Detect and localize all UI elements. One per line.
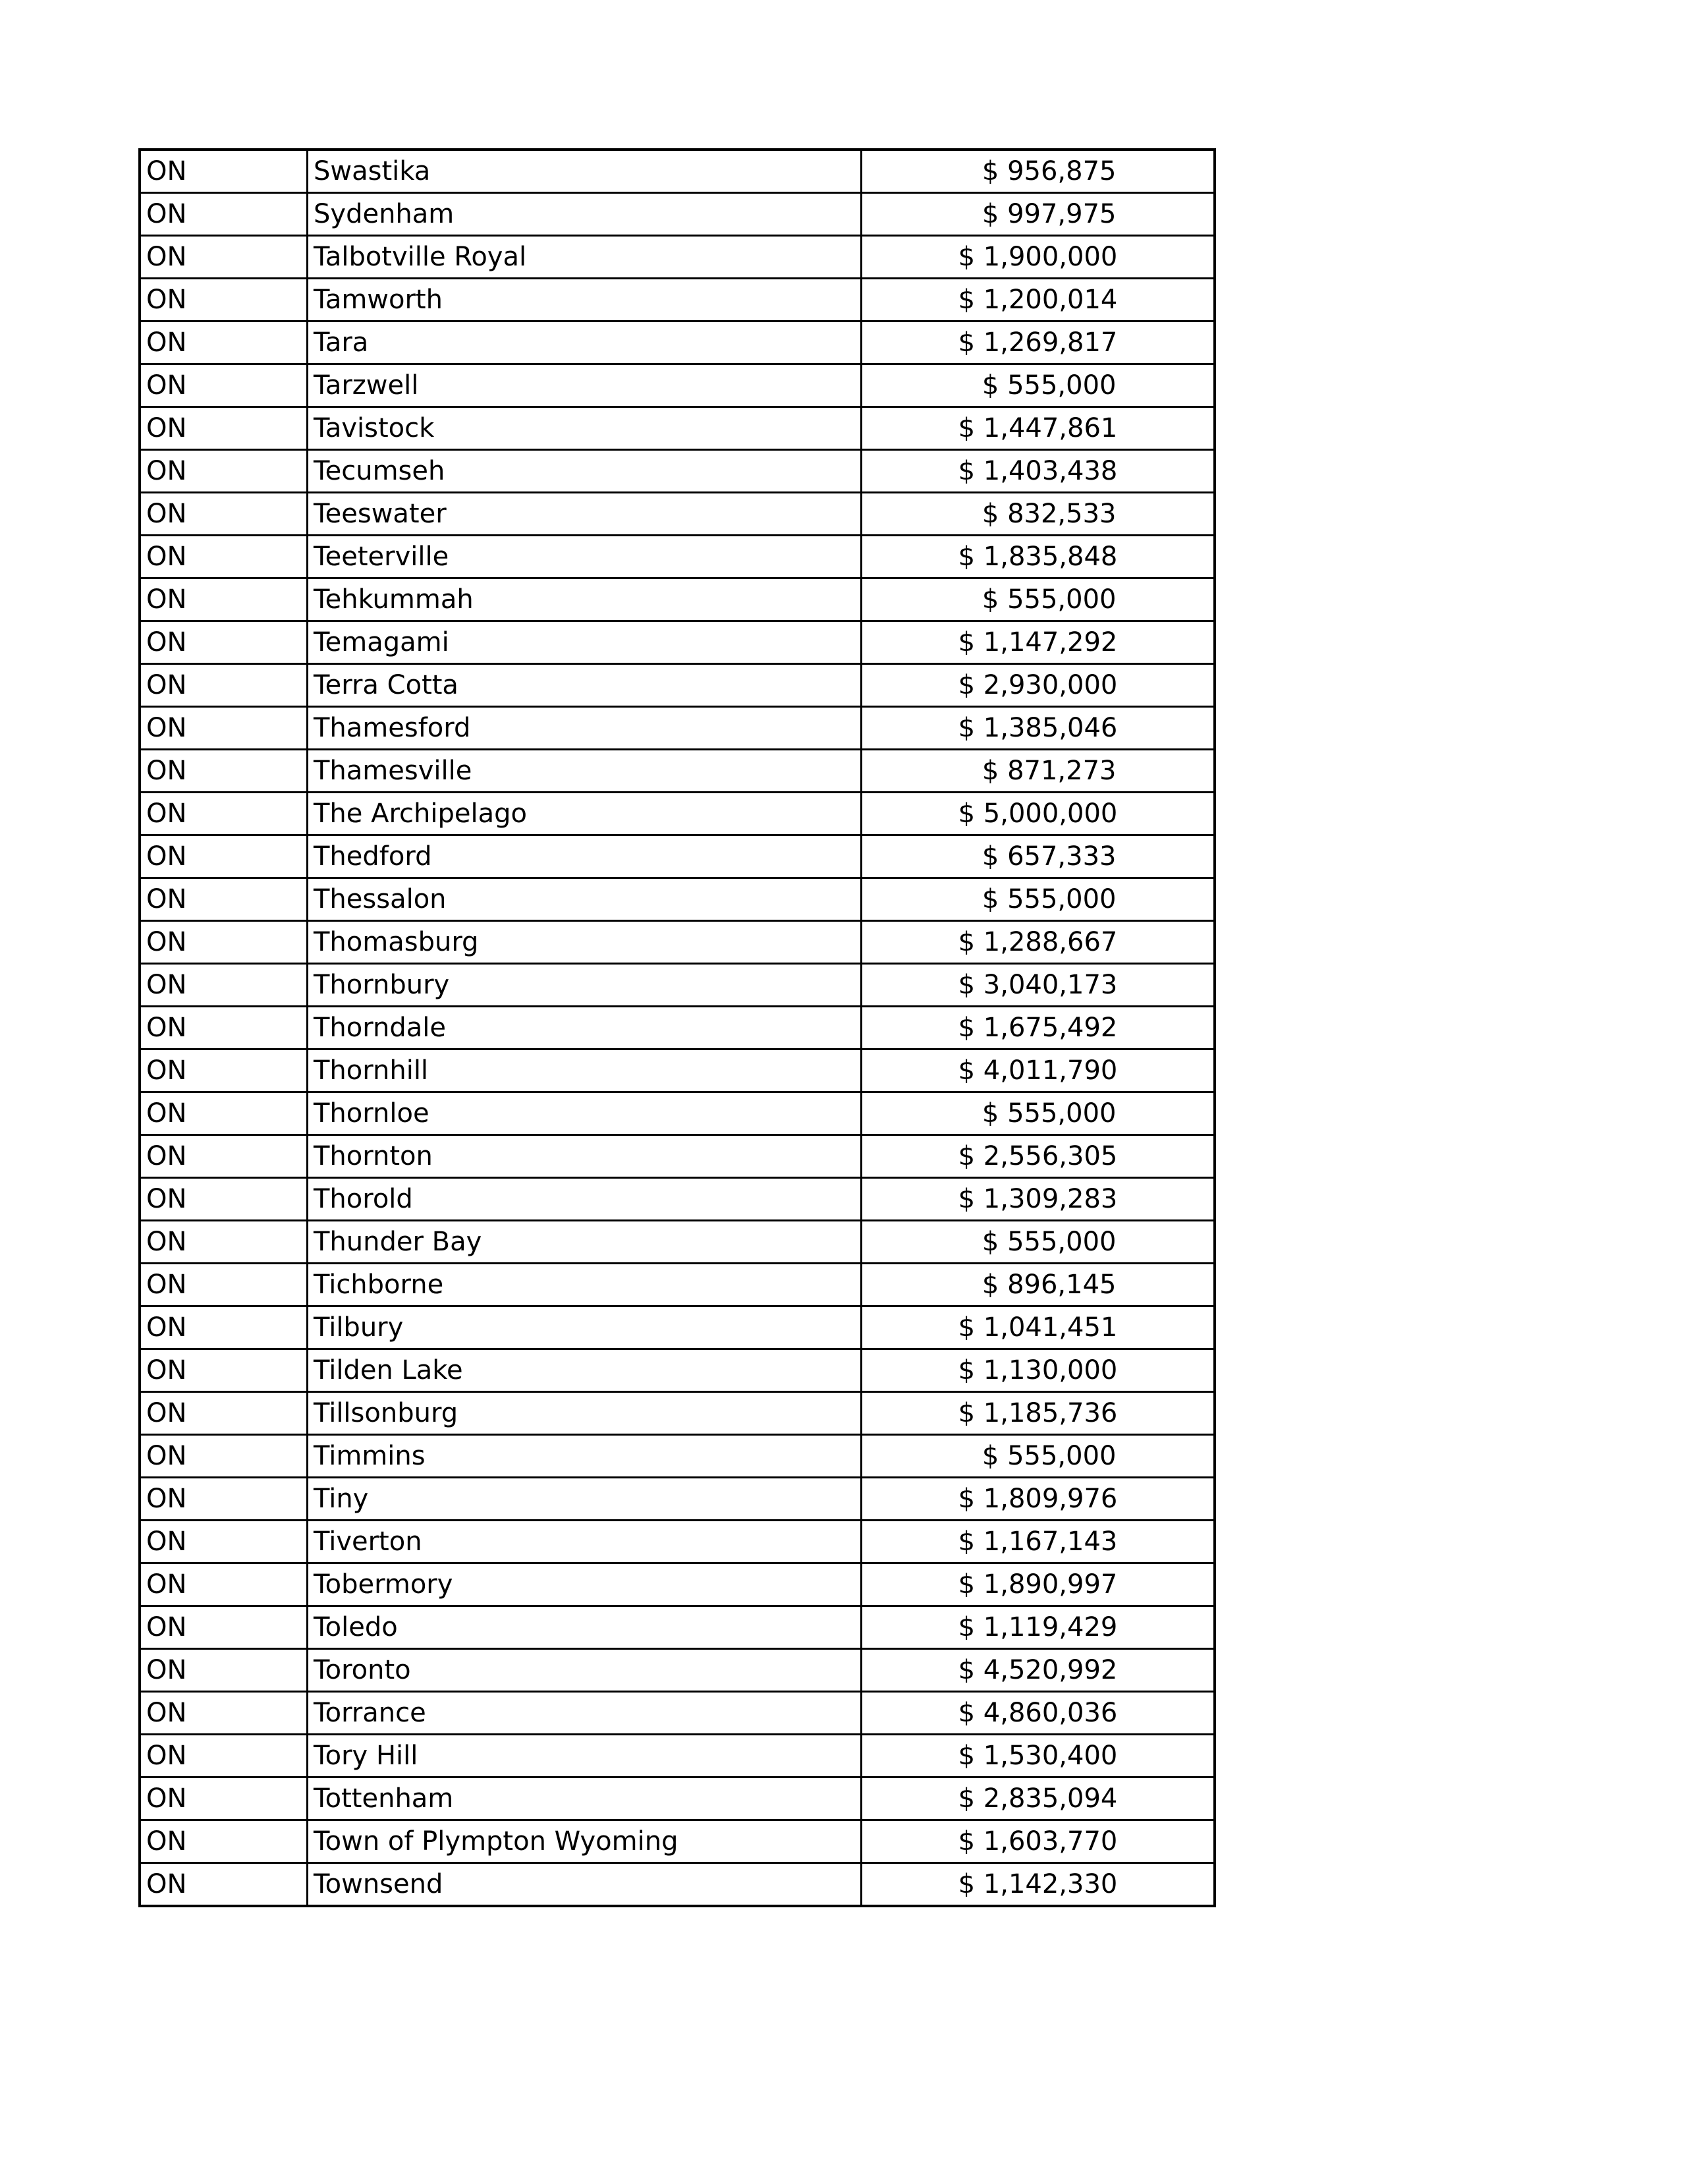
amount-cell	[862, 1521, 1215, 1563]
amount-cell	[862, 1007, 1215, 1050]
town-cell: Tory Hill	[308, 1735, 862, 1778]
amount-wrapper	[862, 1136, 1213, 1177]
amount-value: $ 1,041,451	[958, 1312, 1118, 1343]
province-cell: ON	[140, 1264, 308, 1306]
province-cell: ON	[140, 407, 308, 450]
amount-cell	[862, 1349, 1215, 1392]
province-cell: ON	[140, 322, 308, 364]
amount-wrapper	[862, 451, 1213, 491]
amount-wrapper	[862, 194, 1213, 235]
table-row	[140, 1521, 1215, 1563]
town-cell: Tillsonburg	[308, 1392, 862, 1435]
amount-wrapper	[862, 1436, 1213, 1476]
province-cell: ON	[140, 493, 308, 536]
province-cell: ON	[140, 1349, 308, 1392]
province-cell: ON	[140, 1478, 308, 1521]
amount-cell	[862, 1778, 1215, 1820]
table-row	[140, 964, 1215, 1007]
amount-wrapper	[862, 1393, 1213, 1434]
amount-cell	[862, 1478, 1215, 1521]
town-cell: Tavistock	[308, 407, 862, 450]
amount-cell	[862, 193, 1215, 236]
amount-wrapper	[862, 279, 1213, 320]
amount-value: $ 555,000	[982, 1098, 1117, 1129]
province-cell: ON	[140, 793, 308, 835]
amount-cell	[862, 707, 1215, 750]
town-cell: Terra Cotta	[308, 664, 862, 707]
amount-cell	[862, 1221, 1215, 1264]
table-row	[140, 1649, 1215, 1692]
amount-wrapper	[862, 1735, 1213, 1776]
table-row	[140, 1863, 1215, 1907]
province-cell: ON	[140, 835, 308, 878]
province-cell: ON	[140, 1050, 308, 1092]
amount-value: $ 4,520,992	[958, 1655, 1118, 1685]
amount-cell	[862, 1820, 1215, 1863]
amount-wrapper	[862, 1264, 1213, 1305]
town-cell: Thedford	[308, 835, 862, 878]
province-cell: ON	[140, 150, 308, 193]
amount-cell	[862, 878, 1215, 921]
amount-wrapper	[862, 408, 1213, 449]
town-cell: Thornhill	[308, 1050, 862, 1092]
amount-wrapper	[862, 1050, 1213, 1091]
amount-value: $ 1,603,770	[958, 1826, 1118, 1857]
amount-cell	[862, 322, 1215, 364]
amount-cell	[862, 835, 1215, 878]
province-cell: ON	[140, 750, 308, 793]
amount-value: $ 997,975	[982, 199, 1117, 229]
amount-value: $ 1,142,330	[958, 1869, 1118, 1899]
town-cell: Thunder Bay	[308, 1221, 862, 1264]
province-cell: ON	[140, 1392, 308, 1435]
amount-cell	[862, 1092, 1215, 1135]
province-cell: ON	[140, 878, 308, 921]
amount-value: $ 555,000	[982, 584, 1117, 615]
amount-cell	[862, 364, 1215, 407]
province-cell: ON	[140, 1007, 308, 1050]
amount-cell	[862, 750, 1215, 793]
town-cell: Tilbury	[308, 1306, 862, 1349]
amount-value: $ 896,145	[982, 1270, 1117, 1300]
amount-wrapper	[862, 1307, 1213, 1348]
province-cell: ON	[140, 450, 308, 493]
town-cell: Tobermory	[308, 1563, 862, 1606]
town-cell: Thornbury	[308, 964, 862, 1007]
town-cell: Sydenham	[308, 193, 862, 236]
town-cell: Teeswater	[308, 493, 862, 536]
province-cell: ON	[140, 364, 308, 407]
amount-value: $ 5,000,000	[958, 798, 1118, 829]
amount-wrapper	[862, 1478, 1213, 1519]
province-cell: ON	[140, 193, 308, 236]
town-cell: Timmins	[308, 1435, 862, 1478]
table-body	[140, 150, 1215, 1906]
amount-wrapper	[862, 1179, 1213, 1219]
amount-value: $ 1,167,143	[958, 1526, 1118, 1557]
table-row	[140, 150, 1215, 193]
table-row	[140, 1692, 1215, 1735]
table-row	[140, 1178, 1215, 1221]
town-cell: Temagami	[308, 621, 862, 664]
table-row	[140, 1135, 1215, 1178]
town-cell: Tilden Lake	[308, 1349, 862, 1392]
table-row	[140, 1435, 1215, 1478]
province-cell: ON	[140, 664, 308, 707]
province-cell: ON	[140, 1221, 308, 1264]
amount-cell	[862, 621, 1215, 664]
amount-wrapper	[862, 879, 1213, 920]
province-cell: ON	[140, 1820, 308, 1863]
amount-cell	[862, 1735, 1215, 1778]
town-cell: Thamesford	[308, 707, 862, 750]
table-row	[140, 536, 1215, 578]
amount-cell	[862, 578, 1215, 621]
table-row	[140, 793, 1215, 835]
amount-cell	[862, 1649, 1215, 1692]
amount-wrapper	[862, 922, 1213, 963]
amount-value: $ 1,288,667	[958, 927, 1118, 957]
amount-wrapper	[862, 1221, 1213, 1262]
amount-value: $ 1,269,817	[958, 327, 1118, 358]
province-cell: ON	[140, 536, 308, 578]
amount-cell	[862, 1178, 1215, 1221]
table-row	[140, 493, 1215, 536]
amount-value: $ 871,273	[982, 756, 1117, 786]
table-row	[140, 1264, 1215, 1306]
table-row	[140, 1392, 1215, 1435]
town-cell: Thomasburg	[308, 921, 862, 964]
town-cell: Talbotville Royal	[308, 236, 862, 279]
town-cell: Tara	[308, 322, 862, 364]
table-row	[140, 364, 1215, 407]
amount-cell	[862, 536, 1215, 578]
table-row	[140, 1820, 1215, 1863]
table-row	[140, 450, 1215, 493]
table-row	[140, 236, 1215, 279]
province-cell: ON	[140, 236, 308, 279]
town-cell: Torrance	[308, 1692, 862, 1735]
province-cell: ON	[140, 964, 308, 1007]
amount-wrapper	[862, 1564, 1213, 1605]
amount-wrapper	[862, 1350, 1213, 1391]
table-row	[140, 1050, 1215, 1092]
town-cell: Toronto	[308, 1649, 862, 1692]
table-row	[140, 322, 1215, 364]
amount-wrapper	[862, 1093, 1213, 1134]
amount-cell	[862, 450, 1215, 493]
amount-value: $ 1,147,292	[958, 627, 1118, 658]
amount-cell	[862, 236, 1215, 279]
town-cell: Thorold	[308, 1178, 862, 1221]
table-row	[140, 407, 1215, 450]
province-cell: ON	[140, 1649, 308, 1692]
town-cell: Toledo	[308, 1606, 862, 1649]
amount-wrapper	[862, 1607, 1213, 1648]
town-cell: Town of Plympton Wyoming	[308, 1820, 862, 1863]
amount-value: $ 1,900,000	[958, 242, 1118, 272]
province-cell: ON	[140, 1863, 308, 1907]
town-cell: Tichborne	[308, 1264, 862, 1306]
amount-value: $ 2,835,094	[958, 1783, 1118, 1814]
amount-wrapper	[862, 493, 1213, 534]
amount-wrapper	[862, 793, 1213, 834]
amount-cell	[862, 407, 1215, 450]
province-cell: ON	[140, 1178, 308, 1221]
province-cell: ON	[140, 1092, 308, 1135]
table-row	[140, 1778, 1215, 1820]
town-cell: Tiny	[308, 1478, 862, 1521]
amount-value: $ 1,119,429	[958, 1612, 1118, 1642]
table-row	[140, 750, 1215, 793]
table-row	[140, 707, 1215, 750]
amount-cell	[862, 1392, 1215, 1435]
amount-wrapper	[862, 1693, 1213, 1733]
town-cell: Thornloe	[308, 1092, 862, 1135]
table-row	[140, 1306, 1215, 1349]
province-cell: ON	[140, 1606, 308, 1649]
table-row	[140, 621, 1215, 664]
table-row	[140, 1606, 1215, 1649]
town-cell: Teeterville	[308, 536, 862, 578]
province-cell: ON	[140, 1306, 308, 1349]
province-cell: ON	[140, 1521, 308, 1563]
town-cell: Tiverton	[308, 1521, 862, 1563]
amount-wrapper	[862, 1821, 1213, 1862]
table-row	[140, 1563, 1215, 1606]
amount-value: $ 555,000	[982, 1227, 1117, 1257]
amount-cell	[862, 1563, 1215, 1606]
amount-value: $ 2,930,000	[958, 670, 1118, 700]
table-row	[140, 664, 1215, 707]
amount-wrapper	[862, 579, 1213, 620]
amount-wrapper	[862, 151, 1213, 192]
town-cell: Thorndale	[308, 1007, 862, 1050]
amount-wrapper	[862, 750, 1213, 791]
province-cell: ON	[140, 921, 308, 964]
amount-value: $ 832,533	[982, 499, 1117, 529]
table-row	[140, 1092, 1215, 1135]
town-cell: Thornton	[308, 1135, 862, 1178]
amount-cell	[862, 279, 1215, 322]
town-cell: Tottenham	[308, 1778, 862, 1820]
amount-value: $ 555,000	[982, 370, 1117, 401]
table-row	[140, 878, 1215, 921]
amount-value: $ 1,200,014	[958, 285, 1118, 315]
amount-value: $ 1,385,046	[958, 713, 1118, 743]
amount-wrapper	[862, 1778, 1213, 1819]
amount-value: $ 555,000	[982, 1441, 1117, 1471]
amount-value: $ 956,875	[982, 156, 1117, 186]
town-cell: Tehkummah	[308, 578, 862, 621]
province-cell: ON	[140, 1692, 308, 1735]
amount-value: $ 1,809,976	[958, 1484, 1118, 1514]
table-row	[140, 279, 1215, 322]
amount-cell	[862, 493, 1215, 536]
town-cell: Thamesville	[308, 750, 862, 793]
town-cell: The Archipelago	[308, 793, 862, 835]
table-row	[140, 1349, 1215, 1392]
amount-cell	[862, 1050, 1215, 1092]
table-row	[140, 921, 1215, 964]
amount-cell	[862, 1264, 1215, 1306]
amount-cell	[862, 1692, 1215, 1735]
amount-value: $ 4,011,790	[958, 1055, 1118, 1086]
town-cell: Tamworth	[308, 279, 862, 322]
town-cell: Thessalon	[308, 878, 862, 921]
amount-value: $ 1,447,861	[958, 413, 1118, 443]
amount-value: $ 1,130,000	[958, 1355, 1118, 1386]
amount-value: $ 1,835,848	[958, 542, 1118, 572]
table-row	[140, 835, 1215, 878]
amount-value: $ 1,403,438	[958, 456, 1118, 486]
amount-wrapper	[862, 365, 1213, 406]
amount-cell	[862, 150, 1215, 193]
amount-value: $ 657,333	[982, 841, 1117, 872]
table-row	[140, 1007, 1215, 1050]
province-cell: ON	[140, 578, 308, 621]
amount-value: $ 1,675,492	[958, 1013, 1118, 1043]
amount-value: $ 1,890,997	[958, 1569, 1118, 1600]
province-cell: ON	[140, 1435, 308, 1478]
table-row	[140, 193, 1215, 236]
amount-cell	[862, 793, 1215, 835]
amount-wrapper	[862, 965, 1213, 1005]
amount-cell	[862, 1135, 1215, 1178]
town-cell: Tarzwell	[308, 364, 862, 407]
amount-value: $ 1,185,736	[958, 1398, 1118, 1428]
amount-cell	[862, 921, 1215, 964]
table-row	[140, 1478, 1215, 1521]
amount-cell	[862, 964, 1215, 1007]
province-cell: ON	[140, 1563, 308, 1606]
amount-cell	[862, 1606, 1215, 1649]
amount-value: $ 555,000	[982, 884, 1117, 914]
amount-cell	[862, 1306, 1215, 1349]
amount-wrapper	[862, 322, 1213, 363]
town-amount-table	[138, 148, 1216, 1907]
amount-wrapper	[862, 622, 1213, 663]
town-cell: Townsend	[308, 1863, 862, 1907]
amount-cell	[862, 664, 1215, 707]
amount-cell	[862, 1435, 1215, 1478]
amount-wrapper	[862, 1007, 1213, 1048]
province-cell: ON	[140, 1135, 308, 1178]
province-cell: ON	[140, 279, 308, 322]
table-row	[140, 578, 1215, 621]
province-cell: ON	[140, 1778, 308, 1820]
town-cell: Swastika	[308, 150, 862, 193]
amount-value: $ 3,040,173	[958, 970, 1118, 1000]
amount-value: $ 1,309,283	[958, 1184, 1118, 1214]
amount-wrapper	[862, 536, 1213, 577]
amount-wrapper	[862, 237, 1213, 277]
amount-cell	[862, 1863, 1215, 1907]
amount-wrapper	[862, 665, 1213, 706]
province-cell: ON	[140, 621, 308, 664]
table-row	[140, 1221, 1215, 1264]
table-row	[140, 1735, 1215, 1778]
amount-value: $ 4,860,036	[958, 1698, 1118, 1728]
amount-value: $ 1,530,400	[958, 1741, 1118, 1771]
province-cell: ON	[140, 1735, 308, 1778]
amount-value: $ 2,556,305	[958, 1141, 1118, 1171]
amount-wrapper	[862, 1521, 1213, 1562]
amount-wrapper	[862, 1650, 1213, 1691]
amount-wrapper	[862, 836, 1213, 877]
amount-wrapper	[862, 708, 1213, 748]
town-cell: Tecumseh	[308, 450, 862, 493]
province-cell: ON	[140, 707, 308, 750]
amount-wrapper	[862, 1864, 1213, 1905]
